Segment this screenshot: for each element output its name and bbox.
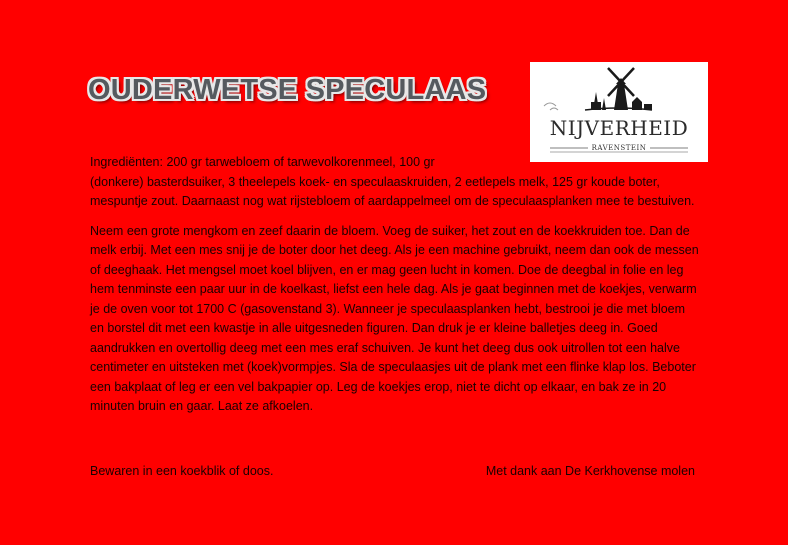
ingredients-line-1: Ingrediënten: 200 gr tarwebloem of tarwevolkorenmeel, 100 gr [90, 155, 435, 169]
logo-place: RAVENSTEIN [591, 144, 647, 152]
recipe-body [90, 153, 702, 427]
nijverheid-logo [530, 62, 708, 162]
ingredients-rest: (donkere) basterdsuiker, 3 theelepels koek- en speculaaskruiden, 2 eetlepels melk, 125 gr koude boter, mespuntje zout. Daarnaast nog wat rijstebloem of aardappelmeel om de speculaasplanken mee te bestuiven. [90, 174, 695, 208]
page-title: OUDERWETSE SPECULAAS [88, 74, 487, 106]
ingredients-paragraph [90, 153, 702, 212]
method-paragraph: Neem een grote mengkom en zeef daarin de bloem. Voeg de suiker, het zout en de koekkruiden toe. Dan de melk erbij. Met een mes snij je de boter door het deeg. Als je een machine gebruikt, neem dan ook de messen of deeghaak. Het mengsel moet koel blijven, en er mag geen lucht in komen. Doe de deegbal in folie en leg hem tenminste een paar uur in de koelkast, liefst een hele dag. Als je gaat beginnen met de koekjes, verwarm je de oven voor tot 1700 C (gasovenstand 3). Wanneer je speculaasplanken hebt, bestrooi je die met bloem en borstel dit met een kwastje in alle uitgesneden figuren. Dan druk je er kleine balletjes deeg in. Goed aandrukken en overtollig deeg met een mes eraf schuiven. Je kunt het deeg dus ook uitrollen tot een halve centimeter en uitsteken met (koek)vormpjes. Sla de speculaasjes uit de plank met een flinke klap los. Beboter een bakplaat of leg er een vel bakpapier op. Leg de koekjes erop, niet te dicht op elkaar, en bak ze in 20 minuten bruin en gaar. Laat ze afkoelen. [90, 223, 699, 413]
logo-name: NIJVERHEID [549, 116, 689, 140]
thanks-note: Met dank aan De Kerkhovense molen [485, 464, 695, 478]
storage-note: Bewaren in een koekblik of doos. [90, 464, 274, 478]
